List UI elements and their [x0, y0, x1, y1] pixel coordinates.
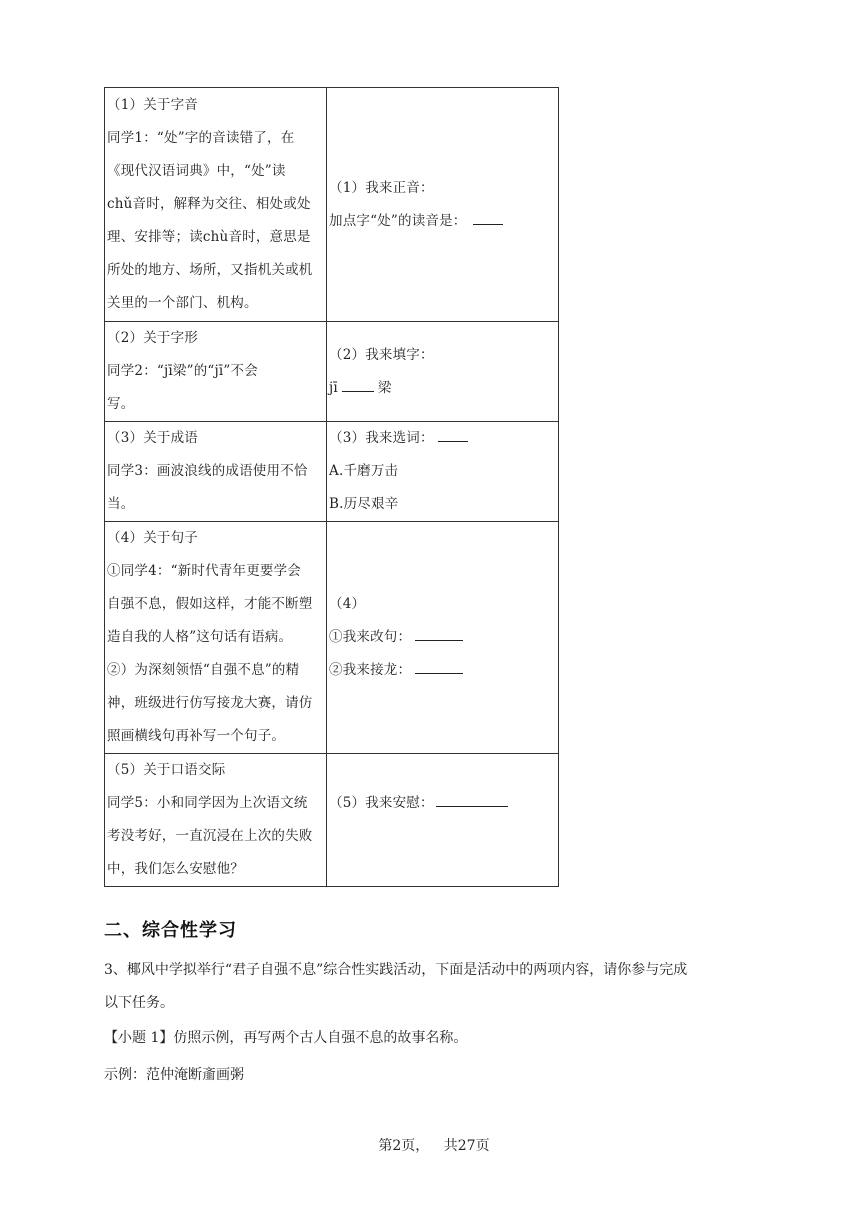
row4-answer-line-2: ②我来接龙：	[329, 654, 556, 687]
option-a: A.千磨万击	[329, 463, 399, 479]
text-line: 理、安排等；读chù音时，意思是	[107, 229, 311, 245]
question-3-line-1: 3、椰风中学拟举行“君子自强不息”综合性实践活动，下面是活动中的两项内容，请你参与完成	[104, 962, 688, 978]
row5-answer-line: （5）我来安慰：	[329, 787, 556, 820]
question-3-line-2: 以下任务。	[104, 995, 174, 1011]
row1-answer-line: 加点字“处”的读音是：	[329, 205, 556, 238]
text-line: ②）为深刻领悟“自强不息”的精	[107, 662, 300, 678]
answer-blank[interactable]	[415, 626, 463, 641]
row1-answer-cell	[327, 88, 559, 322]
text-line: 写。	[107, 396, 135, 412]
text-line: 照画横线句再补写一个句子。	[107, 728, 286, 744]
answer-blank[interactable]	[342, 377, 374, 392]
text-line: 中，我们怎么安慰他？	[107, 861, 244, 877]
exercise-table-viewport	[104, 97, 560, 877]
page-total: 共27页	[443, 1138, 490, 1154]
text-line: 自强不息，假如这样，才能不断塑	[107, 596, 313, 612]
text-line: 当。	[107, 496, 135, 512]
row3-answer-cell	[327, 422, 559, 522]
text-line: chǔ音时，解释为交往、相处或处	[107, 196, 311, 212]
answer-blank[interactable]	[436, 792, 508, 807]
row4-answer-line-1: ①我来改句：	[329, 621, 556, 654]
row5-answer-cell	[327, 754, 559, 887]
row4-prompt-cell	[105, 522, 327, 754]
page-number: 第2页，	[378, 1138, 430, 1154]
text-line: 考没考好，一直沉浸在上次的失败	[107, 828, 313, 844]
text-line: 同学1：“处”字的音读错了，在	[107, 130, 295, 146]
row3-heading: （3）关于成语	[107, 430, 198, 446]
option-b: B.历尽艰辛	[329, 496, 399, 512]
text-line: 《现代汉语词典》中，“处”读	[107, 163, 286, 179]
row3-prompt-cell	[105, 422, 327, 522]
row1-answer-heading: （1）我来正音：	[329, 179, 434, 196]
exercise-table	[104, 87, 559, 887]
table-row	[105, 322, 559, 422]
row4-heading: （4）关于句子	[107, 530, 198, 546]
text-line: 造自我的人格”这句话有语病。	[107, 629, 293, 645]
example-line: 示例：范仲淹断齑画粥	[104, 1067, 244, 1083]
text-line: 同学2：“jī梁”的“jī”不会	[107, 363, 258, 379]
sub-question-1: 【小题 1】仿照示例，再写两个古人自强不息的故事名称。	[104, 1030, 468, 1046]
text-line: 同学3：画波浪线的成语使用不恰	[107, 463, 308, 479]
answer-blank[interactable]	[415, 659, 463, 674]
text-line: 关里的一个部门、机构。	[107, 295, 258, 311]
row2-prompt-cell	[105, 322, 327, 422]
text-line: 神，班级进行仿写接龙大赛，请仿	[107, 695, 313, 711]
table-row	[105, 754, 559, 887]
section-heading: 二、综合性学习	[104, 920, 237, 941]
row2-answer-cell	[327, 322, 559, 422]
answer-blank[interactable]	[438, 427, 468, 442]
page-footer	[0, 1135, 868, 1155]
row2-heading: （2）关于字形	[107, 330, 198, 346]
text-line: 同学5：小和同学因为上次语文统	[107, 795, 308, 811]
table-row	[105, 88, 559, 322]
row1-prompt-cell	[105, 88, 327, 322]
table-row	[105, 522, 559, 754]
row4-answer-cell	[327, 522, 559, 754]
answer-blank[interactable]	[473, 210, 503, 225]
row2-answer-heading: （2）我来填字：	[329, 346, 434, 363]
row4-answer-heading: （4）	[329, 596, 366, 612]
text-line: ①同学4：“新时代青年更要学会	[107, 563, 301, 579]
row5-heading: （5）关于口语交际	[107, 762, 226, 778]
table-row	[105, 422, 559, 522]
row1-heading: （1）关于字音	[107, 97, 198, 113]
row2-answer-line: jī 梁	[329, 372, 556, 405]
row5-prompt-cell	[105, 754, 327, 887]
text-line: 所处的地方、场所，又指机关或机	[107, 262, 313, 278]
row3-answer-line: （3）我来选词：	[329, 422, 556, 455]
